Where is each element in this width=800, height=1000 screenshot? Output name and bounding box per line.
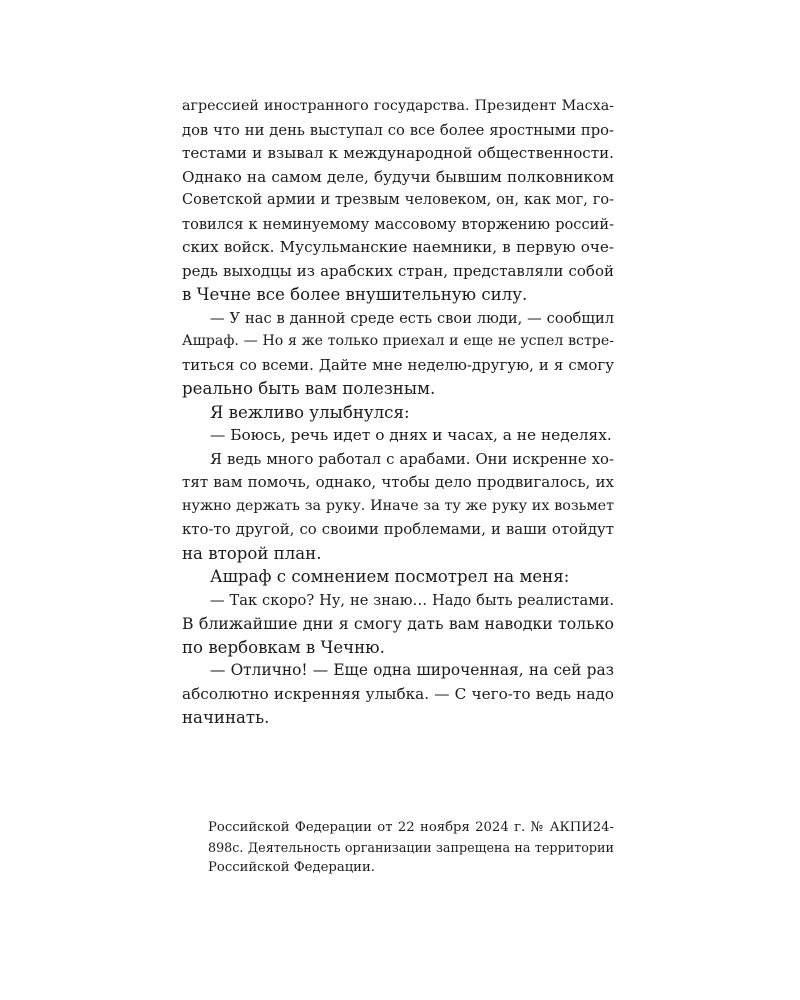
text-line: реально быть вам полезным. — [182, 379, 436, 398]
text-line: Ашраф с сомнением посмотрел на меня: — [210, 567, 570, 586]
text-line: в Чечне все более внушительную силу. — [182, 285, 528, 304]
footnote-line: Российской Федерации от 22 ноября 2024 г. № АКПИ24- — [208, 820, 614, 835]
text-line: агрессией иностранного государства. Президент Масха- — [182, 98, 614, 114]
text-line: тестами и взывал к международной общественности. — [182, 144, 614, 162]
footnote-line: 898с. Деятельность организации запрещена на территории — [208, 840, 614, 855]
main-text-block — [182, 95, 614, 730]
text-line: нужно держать за руку. Иначе за ту же руку их возьмет — [182, 497, 614, 514]
text-line: дов что ни день выступал со все более яростными про- — [182, 121, 614, 139]
text-line: ских войск. Мусульманские наемники, в первую оче- — [182, 238, 614, 256]
footnote — [208, 818, 614, 878]
footnote-line: Российской Федерации. — [208, 860, 375, 875]
text-line: кто-то другой, со своими проблемами, и ваши отойдут — [182, 520, 614, 538]
text-line: абсолютно искренняя улыбка. — С чего-то ведь надо — [182, 684, 614, 703]
text-line: по вербовкам в Чечню. — [182, 637, 385, 657]
text-line: — Так скоро? Ну, не знаю… Надо быть реалистами. — [210, 591, 614, 609]
text-line: титься со всеми. Дайте мне неделю-другую, и я смогу — [182, 355, 614, 374]
text-line: Ашраф. — Но я же только приехал и еще не успел встре- — [182, 333, 614, 349]
text-line: Однако на самом деле, будучи бывшим полковником — [182, 167, 614, 186]
text-line: Я вежливо улыбнулся: — [210, 402, 410, 422]
text-line: на второй план. — [182, 543, 322, 563]
text-line: — У нас в данной среде есть свои люди, — сообщил — [210, 309, 614, 327]
text-line: начинать. — [182, 708, 270, 727]
text-line: В ближайшие дни я смогу дать вам наводки только — [182, 614, 614, 633]
text-line: Я ведь много работал с арабами. Они искренне хо- — [210, 450, 614, 468]
text-line: — Отлично! — Еще одна широченная, на сей раз — [210, 661, 614, 679]
text-line: Советской армии и трезвым человеком, он, как мог, го- — [182, 192, 614, 208]
text-line: редь выходцы из арабских стран, представляли собой — [182, 261, 614, 280]
text-line: товился к неминуемому массовому вторжению россий- — [182, 215, 614, 233]
text-line: тят вам помочь, однако, чтобы дело продвигалось, их — [182, 473, 614, 491]
text-line: — Боюсь, речь идет о днях и часах, а не неделях. — [210, 426, 612, 444]
